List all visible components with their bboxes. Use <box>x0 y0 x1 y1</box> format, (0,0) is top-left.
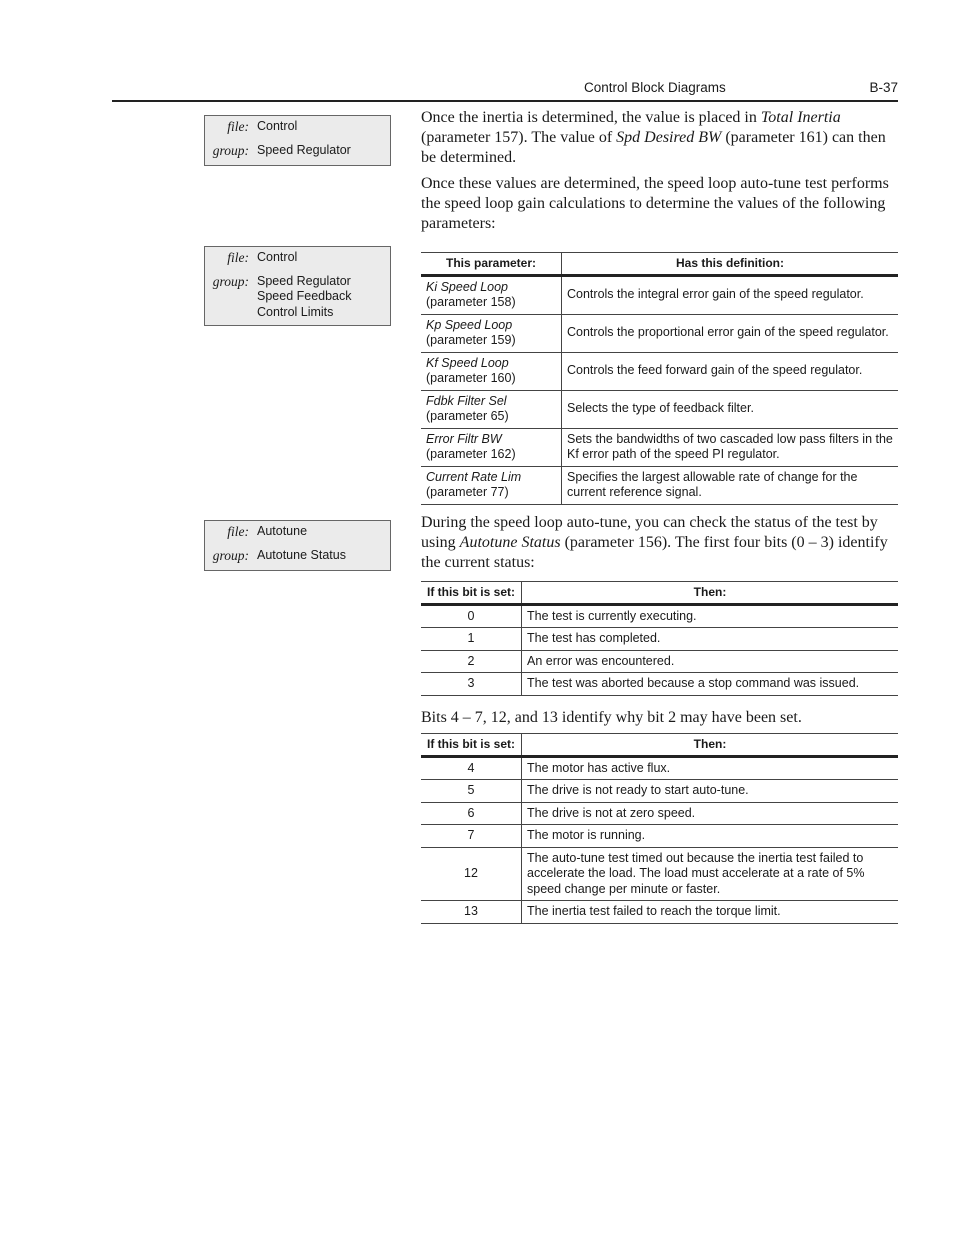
table-row: 0 The test is currently executing. <box>421 604 898 628</box>
paragraph-gain-calc: Once these values are determined, the speed loop auto-tune test performs the speed loop gain calculations to determine the values of the following parameters: <box>421 175 889 232</box>
file-value: Control <box>257 250 298 264</box>
file-label: file: <box>227 250 249 265</box>
paragraph-autotune-status: During the speed loop auto-tune, you can check the status of the test by using Autotune Status (parameter 156). The first four bits (0 – 3) identify the current status: <box>421 514 888 571</box>
group-value: Speed Feedback <box>257 289 352 303</box>
file-label: file: <box>227 524 249 539</box>
column-header: Then: <box>522 582 899 605</box>
table-row: Ki Speed Loop (parameter 158) Controls the integral error gain of the speed regulator. <box>421 275 898 314</box>
table-row: 4 The motor has active flux. <box>421 756 898 780</box>
file-label: file: <box>227 119 249 134</box>
column-header: If this bit is set: <box>421 734 522 757</box>
column-header: Then: <box>522 734 899 757</box>
group-value: Autotune Status <box>257 547 346 562</box>
param-name: Spd Desired BW <box>616 129 722 146</box>
table-row: 7 The motor is running. <box>421 825 898 848</box>
group-label: group: <box>212 547 249 563</box>
paragraph-error-bits: Bits 4 – 7, 12, and 13 identify why bit 2 may have been set. <box>421 709 802 726</box>
param-name: Autotune Status <box>459 534 561 551</box>
parameter-location-box <box>204 520 391 571</box>
group-label: group: <box>212 142 249 158</box>
error-bits-table <box>421 733 898 924</box>
group-value: Speed Regulator <box>257 273 351 288</box>
table-row: Kf Speed Loop (parameter 160) Controls the feed forward gain of the speed regulator. <box>421 352 898 390</box>
table-row: 2 An error was encountered. <box>421 650 898 673</box>
table-row: 5 The drive is not ready to start auto-tune. <box>421 780 898 803</box>
file-value: Autotune <box>257 524 308 538</box>
table-row: 6 The drive is not at zero speed. <box>421 802 898 825</box>
paragraph-inertia: Once the inertia is determined, the value is placed in Total Inertia (parameter 157). The value of Spd Desired BW (parameter 161) can then be determined. <box>421 109 886 166</box>
status-bits-table <box>421 581 898 696</box>
table-row: Fdbk Filter Sel (parameter 65) Selects the type of feedback filter. <box>421 390 898 428</box>
parameter-definition-table <box>421 252 898 505</box>
page-number: B-37 <box>869 80 898 95</box>
file-value: Control <box>257 119 298 133</box>
table-row: Current Rate Lim (parameter 77) Specifies the largest allowable rate of change for the current reference signal. <box>421 466 898 504</box>
section-title: Control Block Diagrams <box>584 80 726 95</box>
group-value: Control Limits <box>257 304 334 319</box>
param-name: Total Inertia <box>760 109 841 126</box>
column-header: If this bit is set: <box>421 582 522 605</box>
table-row: 13 The inertia test failed to reach the torque limit. <box>421 901 898 924</box>
table-row: Kp Speed Loop (parameter 159) Controls the proportional error gain of the speed regulator. <box>421 314 898 352</box>
table-row: 12 The auto-tune test timed out because the inertia test failed to accelerate the load. The load must accelerate at a rate of 5% speed change per minute or faster. <box>421 847 898 901</box>
group-label: group: <box>212 273 249 289</box>
column-header: Has this definition: <box>562 253 899 276</box>
column-header: This parameter: <box>421 253 562 276</box>
parameter-location-box <box>204 115 391 166</box>
parameter-location-box <box>204 246 391 326</box>
table-row: 3 The test was aborted because a stop command was issued. <box>421 673 898 696</box>
group-value: Speed Regulator <box>257 142 351 157</box>
page-header <box>112 78 898 102</box>
table-row: 1 The test has completed. <box>421 628 898 651</box>
table-row: Error Filtr BW (parameter 162) Sets the bandwidths of two cascaded low pass filters in the Kf error path of the speed PI regulator. <box>421 428 898 466</box>
